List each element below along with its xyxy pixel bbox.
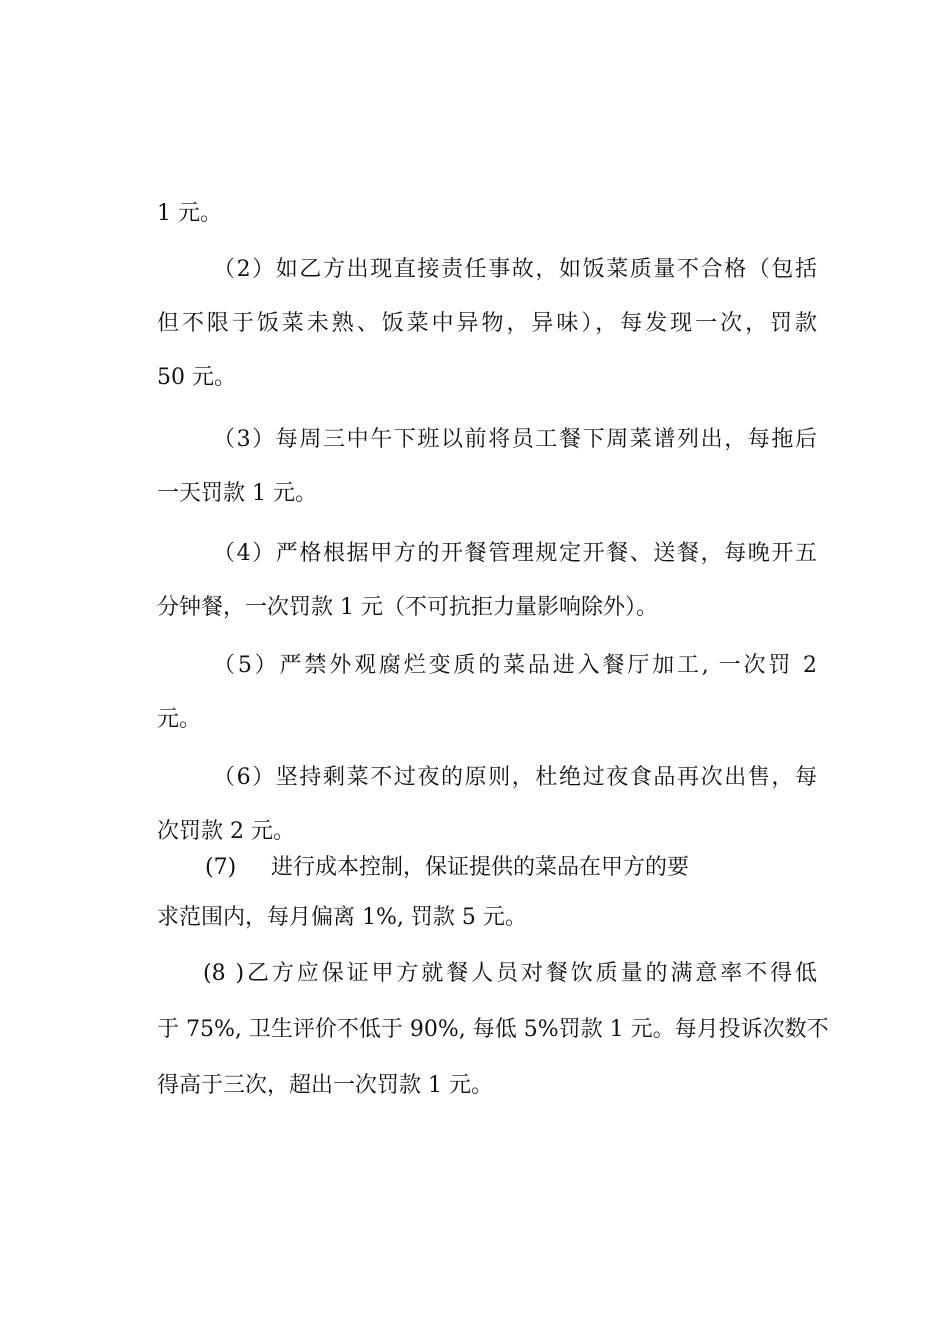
text-line-1: 1 元。: [157, 201, 222, 226]
text-line-7: （4）严格根据甲方的开餐管理规定开餐、送餐，每晚开五: [213, 541, 817, 566]
text-line-3: 但不限于饭菜未熟、饭菜中异物，异味），每发现一次，罚款: [157, 311, 817, 336]
text-line-12: 次罚款 2 元。: [157, 819, 295, 844]
text-line-9: （5）严禁外观腐烂变质的菜品进入餐厅加工, 一次罚 2: [213, 653, 817, 678]
text-line-5: （3）每周三中午下班以前将员工餐下周菜谱列出，每拖后: [213, 427, 817, 452]
text-line-8: 分钟餐，一次罚款 1 元（不可抗拒力量影响除外）。: [157, 595, 658, 620]
text-line-15: (8 )乙方应保证甲方就餐人员对餐饮质量的满意率不得低: [203, 961, 817, 986]
text-line-11: （6）坚持剩菜不过夜的原则，杜绝过夜食品再次出售，每: [213, 765, 817, 790]
text-line-6: 一天罚款 1 元。: [157, 481, 317, 506]
text-line-2: （2）如乙方出现直接责任事故，如饭菜质量不合格（包括: [213, 257, 817, 282]
item-7-number: (7): [205, 855, 237, 880]
text-line-4: 50 元。: [157, 365, 236, 390]
text-line-14: 求范围内，每月偏离 1%, 罚款 5 元。: [157, 905, 527, 930]
text-line-10: 元。: [157, 707, 202, 732]
item-7-text: 进行成本控制，保证提供的菜品在甲方的要: [271, 855, 690, 880]
text-line-17: 得高于三次，超出一次罚款 1 元。: [157, 1073, 493, 1098]
text-line-16: 于 75%, 卫生评价不低于 90%, 每低 5%罚款 1 元。每月投诉次数不: [157, 1017, 829, 1042]
